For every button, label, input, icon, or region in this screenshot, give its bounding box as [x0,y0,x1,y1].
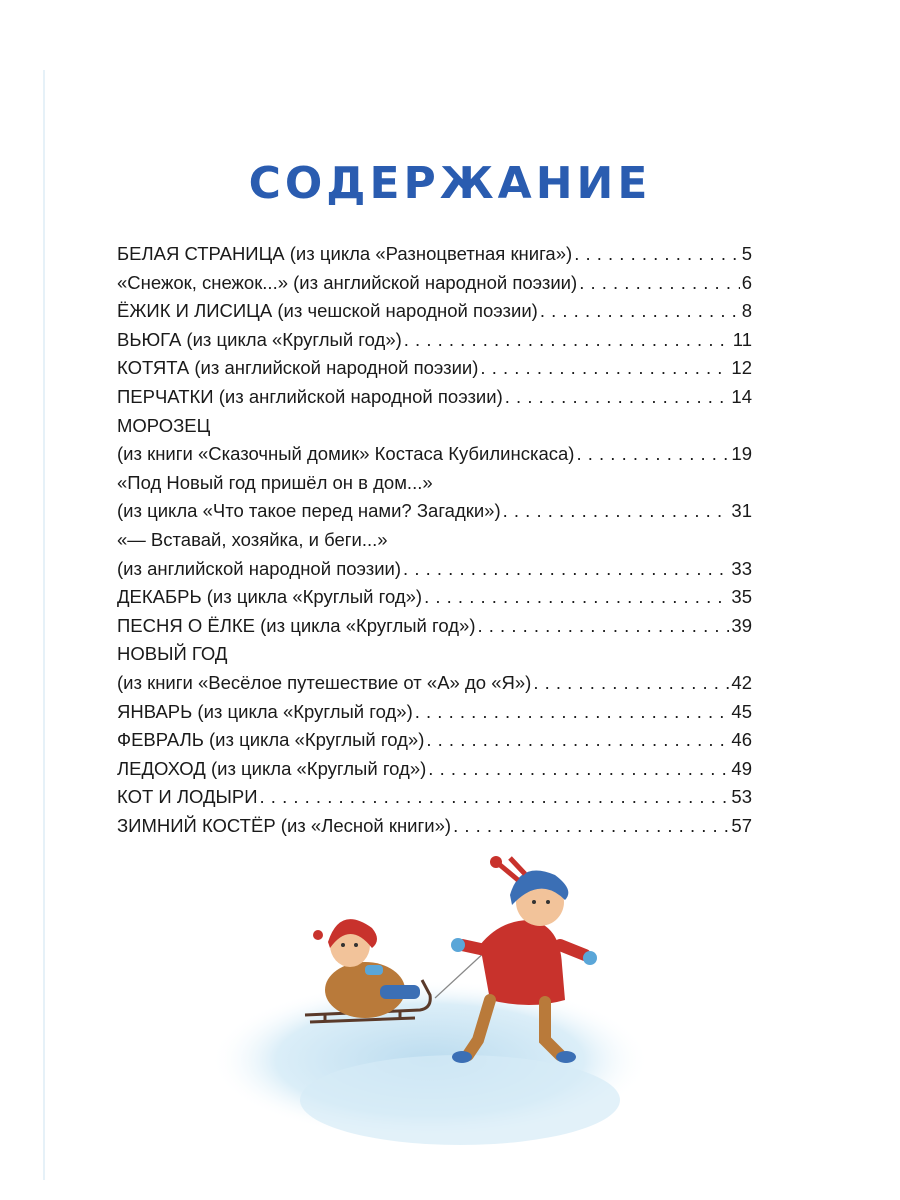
toc-entry-title: ФЕВРАЛЬ (из цикла «Круглый год») [117,729,425,751]
toc-entry-title: НОВЫЙ ГОД [117,643,228,665]
toc-page-number: 31 [731,500,752,522]
children-sledding-illustration [200,850,680,1170]
toc-page-number: 5 [741,243,752,264]
toc-entry-title: ЯНВАРЬ (из цикла «Круглый год») [117,700,413,722]
toc-entry-title: КОТЯТА (из английской народной поэзии) [117,357,479,379]
toc-dot-leader [503,497,730,526]
page-title: СОДЕРЖАНИЕ [248,158,652,209]
toc-entry [117,555,752,584]
toc-entry-title: «Снежок, снежок...» (из английской народной поэзии) [117,271,578,293]
toc-page-number: 14 [731,385,752,407]
table-of-contents [117,240,752,840]
toc-page-number: 57 [731,814,752,836]
toc-entry-title: ПЕРЧАТКИ (из английской народной поэзии) [117,385,503,407]
toc-entry-title: (из книги «Сказочный домик» Костаса Кубилинскаса) [117,443,575,465]
toc-entry-title: (из английской народной поэзии) [117,557,402,579]
toc-entry-title: ПЕСНЯ О ЁЛКЕ (из цикла «Круглый год») [117,614,476,636]
toc-entry [117,269,752,298]
toc-entry-title: ЗИМНИЙ КОСТЁР (из «Лесной книги») [117,814,452,836]
toc-entry-title: КОТ И ЛОДЫРИ [117,786,258,808]
toc-dot-leader [477,612,729,641]
toc-entry [117,412,752,441]
toc-dot-leader [403,555,729,584]
toc-dot-leader [574,240,740,269]
toc-entry [117,469,752,498]
toc-entry [117,240,752,269]
toc-entry [117,783,752,812]
page-edge-line [43,70,45,1180]
toc-dot-leader [260,783,730,812]
toc-page-number: 42 [731,671,752,693]
toc-page-number: 33 [731,557,752,579]
toc-page-number: 12 [731,357,752,379]
toc-entry-title: ДЕКАБРЬ (из цикла «Круглый год») [117,586,423,608]
toc-entry-title: ВЬЮГА (из цикла «Круглый год») [117,328,402,350]
toc-dot-leader [505,383,730,412]
toc-page-number: 45 [731,700,752,722]
toc-entry [117,669,752,698]
toc-entry [117,526,752,555]
toc-dot-leader [453,812,729,841]
toc-page-number: 19 [731,443,752,465]
toc-page-number: 6 [741,271,752,293]
toc-entry-title: (из книги «Весёлое путешествие от «А» до «Я») [117,671,532,693]
toc-page-number: 8 [741,300,752,322]
toc-entry-title: ЛЕДОХОД (из цикла «Круглый год») [117,757,427,779]
toc-entry [117,755,752,784]
toc-dot-leader [415,698,730,727]
toc-entry [117,440,752,469]
toc-page-number: 35 [731,586,752,608]
toc-entry [117,698,752,727]
toc-entry [117,612,752,641]
toc-page-number: 49 [731,757,752,779]
toc-entry [117,297,752,326]
toc-entry-title: «— Вставай, хозяйка, и беги...» [117,528,388,550]
toc-entry-title: МОРОЗЕЦ [117,414,211,436]
toc-dot-leader [576,440,729,469]
toc-page-number: 53 [731,786,752,808]
toc-entry-title: «Под Новый год пришёл он в дом...» [117,471,433,493]
toc-page-number: 46 [731,729,752,751]
toc-dot-leader [480,354,729,383]
toc-entry [117,583,752,612]
toc-dot-leader [579,269,740,298]
toc-entry [117,354,752,383]
toc-entry [117,326,752,355]
toc-entry-title: (из цикла «Что такое перед нами? Загадки») [117,500,501,522]
toc-dot-leader [428,755,729,784]
toc-entry-title: БЕЛАЯ СТРАНИЦА (из цикла «Разноцветная книга») [117,243,573,264]
toc-dot-leader [426,726,729,755]
toc-dot-leader [424,583,729,612]
toc-entry [117,383,752,412]
toc-page-number: 11 [732,328,752,350]
toc-dot-leader [533,669,729,698]
toc-dot-leader [404,326,731,355]
toc-dot-leader [540,297,740,326]
toc-entry [117,640,752,669]
toc-entry [117,812,752,841]
toc-page-number: 39 [731,614,752,636]
toc-entry [117,726,752,755]
toc-entry-title: ЁЖИК И ЛИСИЦА (из чешской народной поэзии) [117,300,538,322]
toc-entry [117,497,752,526]
